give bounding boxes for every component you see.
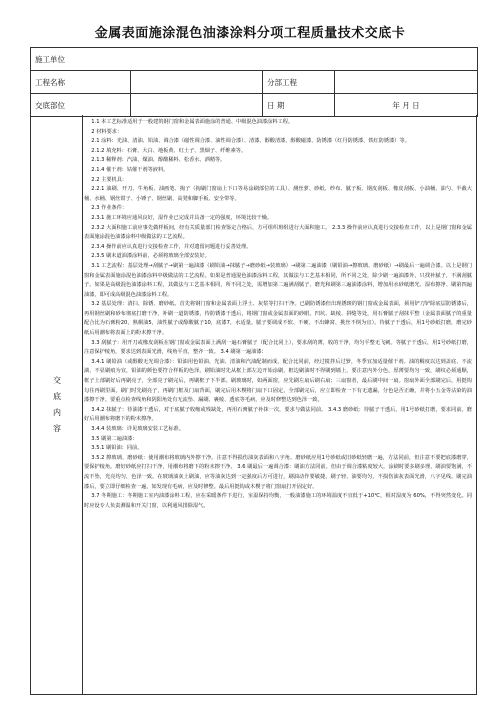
paragraph: 3.5.2 擦玻璃、磨砂纸：使用潮布将玻璃内外擦干净。注意不得损伤油灰表面和八字角。磨砂纸应用1号砂纸或旧砂纸轻磨一遍，方法同前，但注意不要把底漆磨穿，要保护棱角。磨好砂纸应打扫干净，用潮布将磨下的粉末擦干净。 3.6 刷最后一遍调合漆：刷油方法同前。但由于调合漆粘度较大，涂刷时要多刷多理，刷油要饱满，不流不坠，光亮均匀，色泽一致。在玻璃油灰上刷油，应等油灰达到一定强度后方可进行，刷油动作要敏捷，刷子轻、油要均匀，不损伤油灰表面光滑，八字见线。刷完油漆后，要立即仔细检查一遍，如发现有毛病，应及时修整。最后用挺钩或木楔子将门窗扇打开固定好。 bbox=[84, 454, 472, 490]
paragraph: 2.1.2 填充料：石膏、大白、地板黄、红土子、黑烟子、纤维素等。 bbox=[91, 147, 247, 154]
paragraph: 2.3.1 施工环境应通风良好，湿作业已完成并具备一定的强度，环境比较干燥。 bbox=[91, 214, 273, 221]
date-label: 日 期 bbox=[263, 94, 335, 117]
team-label: 交底部位 bbox=[31, 94, 131, 117]
team-value[interactable] bbox=[131, 94, 263, 117]
side-column bbox=[31, 115, 83, 694]
paragraph: 3.4.2 抹腻子：待油漆干透后，对于底腻子收缩或残缺处，再用石膏腻子补抹一次，要求与做法同前。 3.4.3 磨砂纸：待腻子干透后，用1号砂纸打磨，要求同前。磨好后用潮布将磨下的粉末擦净。 bbox=[84, 406, 472, 423]
paragraph: 3.2 基层处理：清扫、除锈、磨砂纸。首先将钢门窗和金属表面上浮土、灰浆等打扫干净。已刷防锈漆但出现锈斑的钢门窗或金属表面，须用铲刀铲除底层防锈漆后，再用钢丝刷和砂布彻底打磨干净，补刷一道防锈漆，待防锈漆干透后，将钢门窗或金属表面的砂眼、凹坑、缺棱、拼缝等处，用石膏腻子刮抹平整（金属表面腻子的重量配合比为石膏粉20，熟桐油5，油性腻子或醇酸腻子10，底漆7，水适量。腻子要调成不软、不硬、不出蜂窝、挑丝不倒为宜）。待腻子干透后，用1号砂纸打磨，磨完砂纸后用潮布将表面上的粉末擦干净。 bbox=[84, 301, 472, 337]
paragraph: 2.3.4 操作前应认真进行交接检查工作，并对遗留问题进行妥善处理。 bbox=[91, 243, 252, 250]
paragraph: 2.1 涂料：光油、清油、铅油、调合漆（磁性调合漆、油性调合漆）、清漆、醇酸清漆、醇酸磁漆、防锈漆（红丹防锈漆、铁红防锈漆）等。 bbox=[91, 138, 410, 145]
project-label: 工程名称 bbox=[31, 71, 131, 94]
header-row-project bbox=[31, 71, 478, 94]
paragraph: 2.3.2 大面积施工前应事先做样板间，经有关质量部门检查鉴定合格后，方可组织班组进行大面积施工。 2.3.3 操作前应认真进行交接检查工作，以上是钢门窗和金属表面施涂混色油漆涂料中级做法的工艺流程。 bbox=[84, 224, 472, 241]
paragraph: 3.4.4 装玻璃：详见玻璃安装工艺标准。 bbox=[91, 426, 184, 432]
header-row-team bbox=[31, 94, 478, 117]
paragraph: 2 材料要求： bbox=[91, 128, 123, 135]
paragraph: 2.2.1 油刷、开刀、牛角板、油画笔、掏子（掏刷门窗扇上下口等易涂刷部位的工具）、测丝萝、砂纸、纱布、腻子板、钢皮刮板、橡皮刮板、小油桶、油勺、半截大桶、水桶、钢丝钳子、小锤子、钢丝刷、高凳和脚手板、安全带等。 bbox=[84, 186, 472, 202]
paragraph: 3.3 刮腻子：用开刀或橡皮刮板在钢门窗或金属表面上满刮一遍石膏腻子（配合比同上），要求刮的薄，收的干净，均匀平整无飞刺。等腻子干透后，用1号砂纸打磨，注意保护棱角，要求达到表面光滑，线角平直，整齐一致。 3.4 刷第一遍油漆： bbox=[84, 339, 472, 356]
paragraph: 3.4.1 刷铅油（或醇酸无光调合漆）：铅油用色铅油、光油、清油和汽油配制而成，配合比同前，经过搅拌后过箩，冬季宜加适量催干剂。油的稠度以达到盖底、不流淌、不显刷痕为宜，铅油的颜色要符合样板的色泽。刷铅油时先从框上部左边开始涂刷，框边刷油时不得刷到墙上，要注意内外分色，厚薄要均匀一致，刷纹必须通顺，框子上部刷好后再刷亮子，全部亮子刷完后，再刷框子下半部。刷玻璃时，如两面窗，应先刷左扇后刷右扇；三扇窗者，最后刷中间一扇。窗扇外面全部刷完后，用挺钩勾住再刷里面。刷门时先刷亮子，再刷门框及门扇背面，刷完后用木楔将门扇下口固定，全部刷完后，应立即检查一下有无遗漏，分色是否正确，并将小五金等沾染的油漆擦干净。要重点检查线角和阴阳角处有无流坠、漏刷、裹棱、透底等毛病，应及时修整达到色泽一致。 bbox=[84, 358, 472, 404]
paragraph: 3.5 刷第二遍油漆： bbox=[91, 435, 138, 442]
paragraph: 2.3 作业条件： bbox=[91, 205, 128, 212]
paragraph: 1.1 本工艺标准适用于一般建筑钢门窗和金属表面施涂的普通、中级混色油漆涂料工程。 bbox=[91, 119, 294, 125]
date-value[interactable]: 年 月 日 bbox=[335, 94, 478, 117]
body-text bbox=[84, 118, 472, 511]
content-box bbox=[30, 115, 477, 695]
paragraph: 3.5.1 刷铅油：同前。 bbox=[91, 445, 143, 452]
document-title: 金属表面施涂混色油漆涂料分项工程质量技术交底卡 bbox=[94, 26, 406, 41]
header-row-unit bbox=[31, 48, 478, 71]
paragraph: 2.1.4 催干剂：钴催干剂等液料。 bbox=[91, 166, 169, 173]
subproject-value[interactable] bbox=[335, 71, 478, 94]
paragraph: 2.1.3 稀释剂：汽油、煤油、醇酸稀料、松香水、酒精等。 bbox=[91, 157, 226, 164]
paragraph: 2.2 主要机具： bbox=[91, 176, 128, 183]
paragraph: 2.3.5 刷末道油漆涂料前，必须将玻璃全部安装好。 bbox=[91, 253, 210, 260]
project-value[interactable] bbox=[131, 71, 263, 94]
paragraph: 3.1 工艺流程：基层处理→刮腻子→刷第一遍油漆（刷铅油→抹腻子→磨砂纸→装玻璃）→刷第二遍油漆（刷铅油→擦玻璃、磨砂纸）→刷最后一遍调合漆。以上是钢门窗和金属表面施涂混色油漆涂料中级做法的工艺流程。如果是普通混色油漆涂料工程，其做法与工艺基本相同，所不同之处，除少刷一遍油漆外，只找补腻子，不满刮腻子。如果是高级混色油漆涂料工程，其做法与工艺基本相同，所不同之处，需增加第二遍满刮腻子、磨光和刷第三遍油漆涂料，增加用水砂纸磨光、湿布擦净、刷第四遍油漆，即可成高级混色油漆涂料工程。 bbox=[84, 262, 472, 298]
header-table bbox=[30, 47, 478, 117]
unit-label: 施工单位 bbox=[31, 48, 478, 71]
paragraph: 3.7 冬期施工：冬期施工室内油漆涂料工程，应在采暖条件下进行，室温保持均衡，一般油漆施工的环境温度不宜低于+10℃，相对湿度为 60%，不得突然变化。同时应设专人负责测温和开关门窗，以利通风排除湿气。 bbox=[84, 493, 472, 509]
side-label: 交 底 内 容 bbox=[53, 376, 61, 433]
subproject-label: 分部工程 bbox=[263, 71, 335, 94]
